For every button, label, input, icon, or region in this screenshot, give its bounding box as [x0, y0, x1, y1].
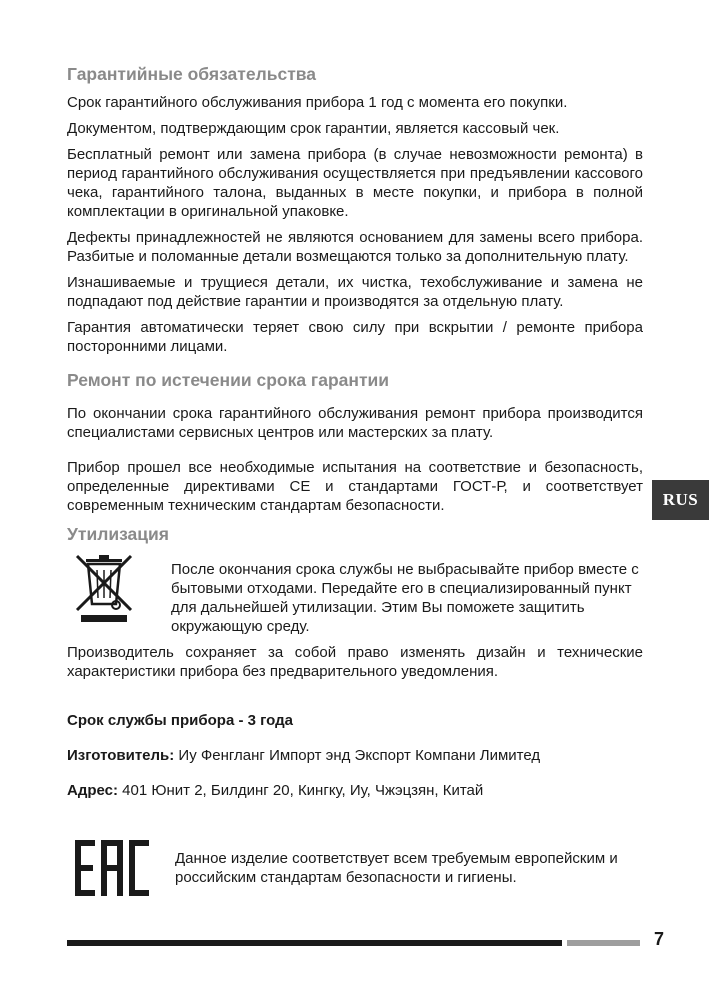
repair-heading: Ремонт по истечении срока гарантии [67, 370, 390, 390]
warranty-paragraph: Изнашиваемые и трущиеся детали, их чистка, техобслуживание и замена не подпадают под действие гарантии и производятся за отдельную плату. [67, 274, 643, 310]
service-life: Срок службы прибора - 3 года [67, 712, 294, 729]
certification-block [67, 838, 643, 898]
warranty-heading: Гарантийные обязательства [67, 64, 317, 84]
address-label: Адрес: [67, 782, 118, 799]
eac-mark-icon [73, 838, 151, 898]
language-tab: RUS [652, 480, 709, 520]
warranty-paragraph: Бесплатный ремонт или замена прибора (в случае невозможности ремонта) в период гарантийного обслуживания осуществляется при предъявлении кассового чека, гарантийного талона, выданных в месте покупки, и прибора в полной комплектации в оригинальной упаковке. [67, 146, 643, 220]
page-number: 7 [654, 929, 665, 949]
crossed-bin-icon [67, 552, 141, 624]
manufacturer-value: Иу Фенгланг Импорт энд Экспорт Компани Лимитед [174, 747, 541, 764]
manufacturer-label: Изготовитель: [67, 747, 175, 764]
manufacturer-note: Производитель сохраняет за собой право изменять дизайн и технические характеристики прибора без предварительного уведомления. [67, 644, 643, 680]
repair-paragraph: По окончании срока гарантийного обслуживания ремонт прибора производится специалистами сервисных центров или мастерских за плату. [67, 405, 643, 441]
disposal-heading: Утилизация [67, 524, 170, 544]
address-line [67, 781, 643, 800]
warranty-paragraph: Документом, подтверждающим срок гарантии, является кассовый чек. [67, 120, 560, 137]
disposal-text: После окончания срока службы не выбрасывайте прибор вместе с бытовыми отходами. Передайте его в специализированный пункт для дальнейшей утилизации. Этим Вы поможете защитить окружающую среду. [171, 561, 639, 635]
disposal-block [67, 552, 643, 636]
warranty-paragraph: Гарантия автоматически теряет свою силу при вскрытии / ремонте прибора посторонними лицами. [67, 319, 643, 355]
warranty-paragraph: Срок гарантийного обслуживания прибора 1 год с момента его покупки. [67, 94, 568, 111]
repair-paragraph: Прибор прошел все необходимые испытания на соответствие и безопасность, определенные директивами CE и стандартами ГОСТ-Р, и соответствует современным техническим стандартам безопасности. [67, 459, 643, 514]
document-page [67, 62, 643, 898]
footer-rule [67, 940, 562, 946]
footer-rule-accent [567, 940, 640, 946]
warranty-paragraph: Дефекты принадлежностей не являются основанием для замены всего прибора. Разбитые и поломанные детали возмещаются только за дополнительную плату. [67, 229, 643, 265]
manufacturer-line [67, 746, 643, 765]
address-value: 401 Юнит 2, Билдинг 20, Кингку, Иу, Чжэцзян, Китай [118, 782, 484, 799]
certification-text: Данное изделие соответствует всем требуемым европейским и российским стандартам безопасности и гигиены. [175, 850, 618, 886]
